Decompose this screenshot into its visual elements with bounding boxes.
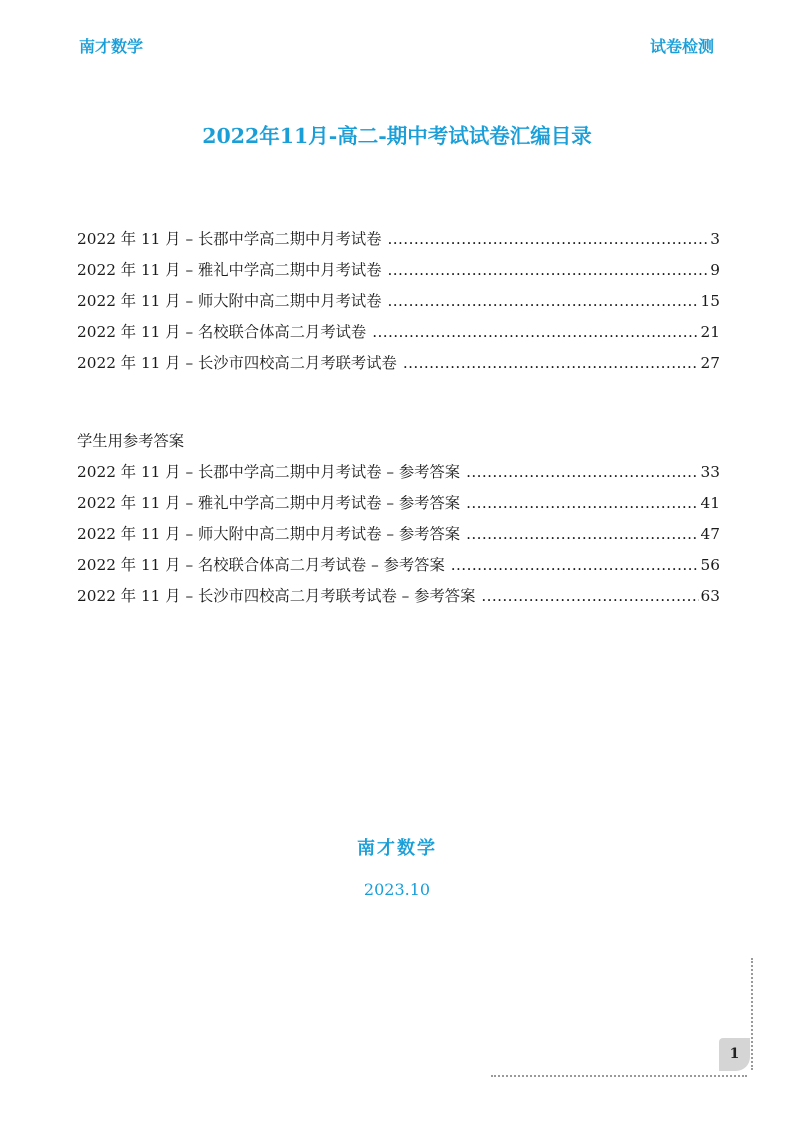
answers-heading: 学生用参考答案: [77, 432, 185, 450]
toc-entry-label: 2022 年 11 月 – 名校联合体高二月考试卷: [77, 323, 367, 341]
toc-entry-page: 21: [700, 323, 720, 341]
toc-entry-label: 2022 年 11 月 – 雅礼中学高二期中月考试卷: [77, 261, 382, 279]
toc-exams: [77, 224, 720, 379]
toc-entry-page: 3: [710, 230, 720, 248]
header-brand: 南才数学: [79, 37, 144, 56]
toc-entry[interactable]: [77, 286, 720, 317]
toc-entry[interactable]: [77, 488, 720, 519]
page-number: 1: [719, 1038, 750, 1071]
toc-entry[interactable]: [77, 519, 720, 550]
toc-leader: [403, 348, 699, 379]
toc-entry-page: 27: [700, 354, 720, 372]
toc-entry-page: 56: [700, 556, 720, 574]
bottom-dotted-border: [491, 1075, 747, 1077]
toc-answers: [77, 426, 720, 612]
toc-leader: [388, 255, 709, 286]
corner-dotted-border: [751, 958, 753, 1070]
toc-leader: [388, 286, 699, 317]
toc-leader: [388, 224, 709, 255]
toc-entry-label: 2022 年 11 月 – 长沙市四校高二月考联考试卷: [77, 354, 397, 372]
footer-date: 2023.10: [363, 880, 431, 899]
toc-entry-label: 2022 年 11 月 – 长沙市四校高二月考联考试卷 – 参考答案: [77, 587, 476, 605]
toc-entry[interactable]: [77, 581, 720, 612]
toc-entry[interactable]: [77, 457, 720, 488]
toc-entry-label: 2022 年 11 月 – 长郡中学高二期中月考试卷 – 参考答案: [77, 463, 461, 481]
toc-entry[interactable]: [77, 224, 720, 255]
toc-entry-page: 15: [700, 292, 720, 310]
toc-entry[interactable]: [77, 255, 720, 286]
toc-entry-label: 2022 年 11 月 – 名校联合体高二月考试卷 – 参考答案: [77, 556, 445, 574]
toc-entry-page: 41: [700, 494, 720, 512]
footer-brand: 南才数学: [357, 838, 437, 859]
toc-entry-page: 63: [700, 587, 720, 605]
page-title: 2022年11月-高二-期中考试试卷汇编目录: [202, 124, 592, 148]
toc-leader: [481, 581, 698, 612]
toc-entry-page: 9: [710, 261, 720, 279]
toc-entry-label: 2022 年 11 月 – 师大附中高二期中月考试卷 – 参考答案: [77, 525, 461, 543]
toc-entry-label: 2022 年 11 月 – 师大附中高二期中月考试卷: [77, 292, 382, 310]
toc-leader: [466, 488, 698, 519]
toc-entry-page: 47: [700, 525, 720, 543]
header-section: 试卷检测: [649, 37, 714, 56]
toc-entry-label: 2022 年 11 月 – 雅礼中学高二期中月考试卷 – 参考答案: [77, 494, 461, 512]
toc-entry[interactable]: [77, 550, 720, 581]
toc-entry-label: 2022 年 11 月 – 长郡中学高二期中月考试卷: [77, 230, 382, 248]
toc-entry[interactable]: [77, 348, 720, 379]
toc-leader: [466, 457, 698, 488]
toc-leader: [372, 317, 698, 348]
toc-leader: [466, 519, 698, 550]
toc-entry[interactable]: [77, 317, 720, 348]
toc-entry-page: 33: [700, 463, 720, 481]
toc-leader: [451, 550, 699, 581]
